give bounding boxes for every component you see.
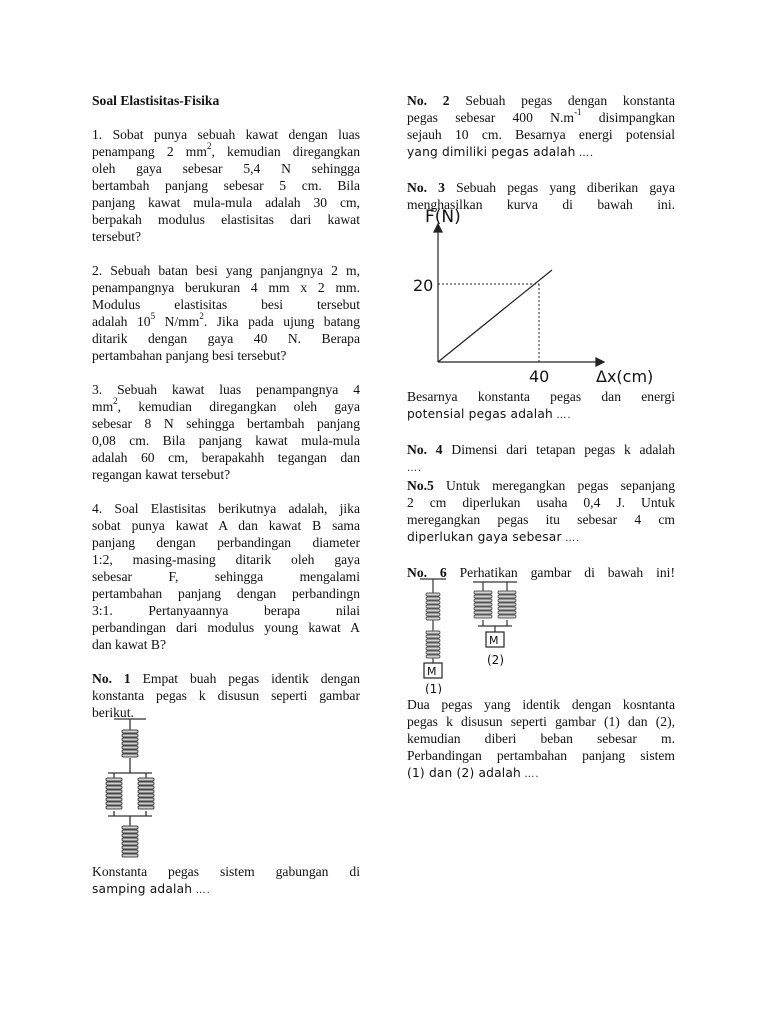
question-2: 2. Sebuah batan besi yang panjangnya 2 m, penampangnya berukuran 4 mm x 2 mm. Modulus elastisitas besi tersebut adalah $10^5$ $N/mm^2$. Jika pada ujung batang ditarik dengan gaya 40 N. Berapa pertambahan panjang besi tersebut?	[92, 263, 361, 363]
y-axis-label: F(N)	[425, 207, 461, 227]
question-no4: No. 4 Dimensi dari tetapan pegas k adalah ….	[407, 442, 675, 474]
spring-arrangements-figure	[410, 576, 540, 694]
right-column-lower	[407, 388, 675, 581]
x-axis-label: Δx(cm)	[596, 367, 654, 386]
question-no2: No. 2 Sebuah pegas dengan konstanta pegas sebesar 400 $N.m^{-1}$ disimpangkan sejauh 10 cm. Besarnya energi potensial yang dimiliki pegas adalah ….	[407, 93, 675, 159]
spring-3	[138, 778, 154, 809]
question-no6-text: Dua pegas yang identik dengan kosntanta pegas k disusun seperti gambar (1) dan (2), kemudian diberi beban sebesar m. Perbandingan pertambahan panjang sistem (1) dan (2) adalah ….	[407, 697, 675, 780]
mass-label-2: M	[489, 634, 499, 647]
arrangement-label-1: (1)	[425, 682, 442, 694]
question-1: 1. Sobat punya sebuah kawat dengan luas penampang 2 $mm^2$, kemudian diregangkan oleh gaya sebesar 5,4 N sehingga bertambah panjang sebesar 5 cm. Bila panjang kawat mula-mula adalah 30 cm, berpakah modulus elastisitas dari kawat tersebut?	[92, 127, 360, 244]
fig6-spring-b	[426, 631, 440, 658]
fig6-spring-d	[498, 591, 516, 618]
force-extension-graph	[408, 200, 658, 386]
spring-combination-figure	[100, 712, 170, 864]
right-column	[407, 92, 675, 213]
fig6-spring-c	[474, 591, 492, 618]
left-column	[92, 92, 360, 721]
document-title: Soal Elastisitas-Fisika	[92, 93, 220, 108]
question-4: 4. Soal Elastisitas berikutnya adalah, jika sobat punya kawat A dan kawat B sama panjang dengan perbandingan diameter 1:2, masing-masing ditarik oleh gaya sebesar F, sehingga mengalami pertambahan panjang dengan perbandingn 3:1. Pertanyaannya berapa nilai perbandingan dari modulus young kawat A dan kawat B?	[92, 501, 360, 652]
question-no1-answer: Konstanta pegas sistem gabungan di samping adalah ….	[92, 864, 360, 896]
spring-1	[122, 730, 138, 757]
question-no5: No.5 Untuk meregangkan pegas sepanjang 2 cm diperlukan usaha 0,4 J. Untuk meregangkan pegas itu sebesar 4 cm diperlukan gaya sebesar ….	[407, 478, 675, 544]
question-no3: No. 3 Sebuah pegas yang diberikan gaya menghasilkan kurva di bawah ini.	[407, 180, 675, 212]
y-tick-label: 20	[413, 276, 434, 295]
x-tick-label: 40	[529, 367, 550, 386]
question-no1: No. 1 Empat buah pegas identik dengan konstanta pegas k disusun seperti gambar berikut.	[92, 671, 360, 720]
spring-4	[122, 826, 138, 857]
question-no6: No. 6 Perhatikan gambar di bawah ini!	[407, 565, 675, 580]
x-axis-arrow	[596, 358, 604, 366]
question-no3-answer: Besarnya konstanta pegas dan energi potensial pegas adalah ….	[407, 389, 675, 421]
spring-2	[106, 778, 122, 809]
fig6-spring-a	[426, 593, 440, 620]
mass-label-1: M	[427, 665, 437, 678]
question-3: 3. Sebuah kawat luas penampangnya 4 $mm^2$, kemudian diregangkan oleh gaya sebesar 8 N sehingga bertambah panjang 0,08 cm. Bila panjang kawat mula-mula adalah 60 cm, berapakahh tegangan dan regangan kawat tersebut?	[92, 382, 360, 482]
arrangement-label-2: (2)	[487, 653, 504, 667]
